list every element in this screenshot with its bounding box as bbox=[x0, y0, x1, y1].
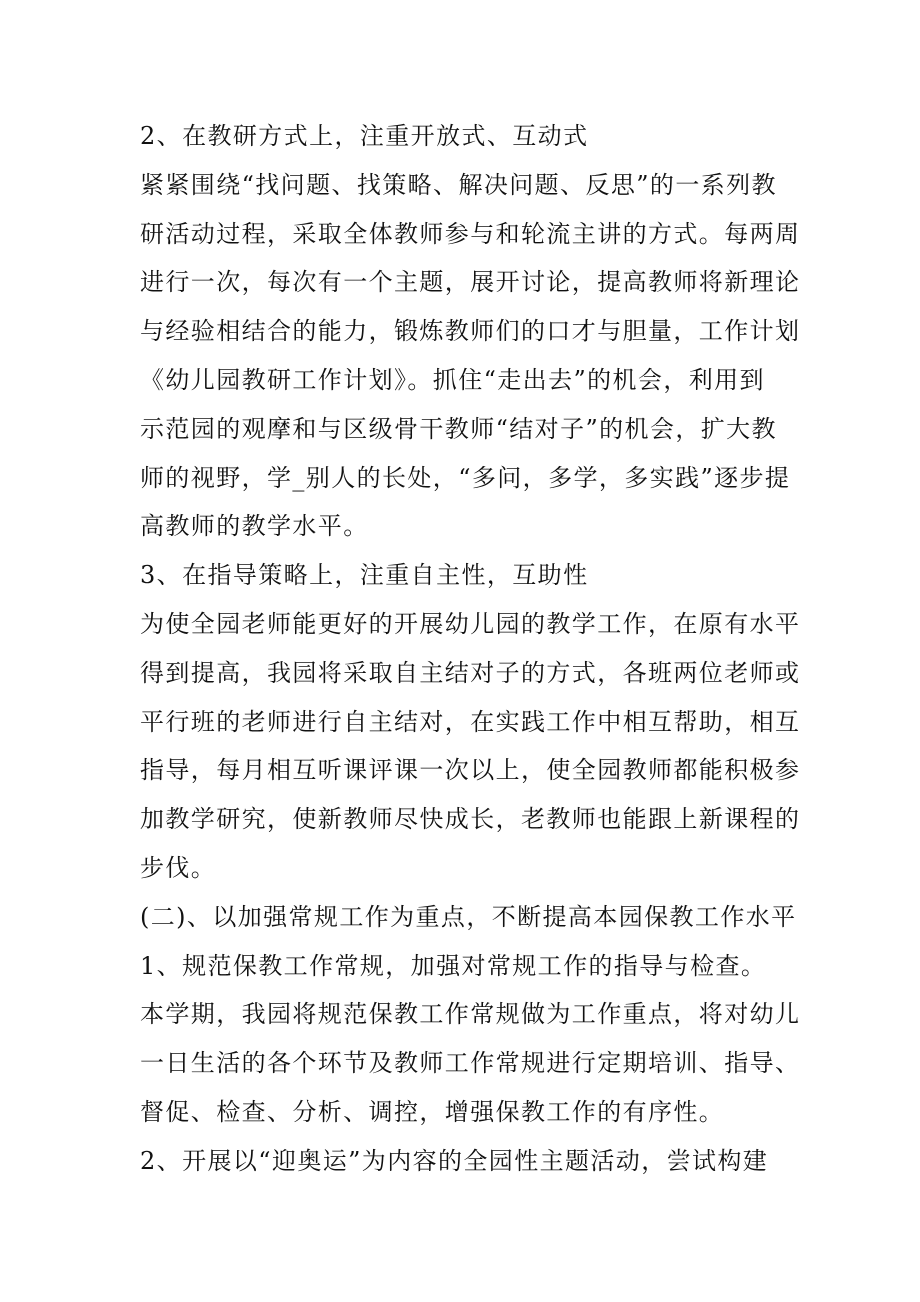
paragraph-line: 《幼儿园教研工作计划》。抓住“走出去”的机会，利用到 bbox=[140, 365, 765, 394]
paragraph-line: 为使全园老师能更好的开展幼儿园的教学工作，在原有水平 bbox=[140, 609, 801, 638]
paragraph-line: 师的视野，学_别人的长处，“多问，多学，多实践”逐步提 bbox=[140, 463, 791, 492]
document-body bbox=[140, 112, 800, 1186]
paragraph-line: 示范园的观摩和与区级骨干教师“结对子”的机会，扩大教 bbox=[140, 414, 777, 443]
heading-theme-activity: 2、开展以“迎奥运”为内容的全园性主题活动，尝试构建 bbox=[140, 1146, 769, 1175]
heading-standardize-routine: 1、规范保教工作常规，加强对常规工作的指导与检查。 bbox=[140, 951, 767, 980]
paragraph-line: 研活动过程，采取全体教师参与和轮流主讲的方式。每两周 bbox=[140, 219, 801, 248]
paragraph-line: 加教学研究，使新教师尽快成长，老教师也能跟上新课程的 bbox=[140, 805, 801, 834]
paragraph-line: 与经验相结合的能力，锻炼教师们的口才与胆量，工作计划 bbox=[140, 317, 801, 346]
section-heading-routine-work: (二)、以加强常规工作为重点，不断提高本园保教工作水平 bbox=[140, 902, 797, 931]
paragraph-line: 高教师的教学水平。 bbox=[140, 512, 369, 541]
paragraph-line: 一日生活的各个环节及教师工作常规进行定期培训、指导、 bbox=[140, 1049, 801, 1078]
paragraph-line: 指导，每月相互听课评课一次以上，使全园教师都能积极参 bbox=[140, 756, 801, 785]
paragraph-line: 本学期，我园将规范保教工作常规做为工作重点，将对幼儿 bbox=[140, 1000, 801, 1029]
paragraph-line: 步伐。 bbox=[140, 853, 217, 882]
heading-guidance-strategy: 3、在指导策略上，注重自主性，互助性 bbox=[140, 561, 589, 590]
paragraph-line: 得到提高，我园将采取自主结对子的方式，各班两位老师或 bbox=[140, 658, 801, 687]
paragraph-line: 督促、检查、分析、调控，增强保教工作的有序性。 bbox=[140, 1097, 725, 1126]
paragraph-line: 进行一次，每次有一个主题，展开讨论，提高教师将新理论 bbox=[140, 268, 801, 297]
paragraph-line: 紧紧围绕“找问题、找策略、解决问题、反思”的一系列教 bbox=[140, 170, 777, 199]
paragraph-line: 平行班的老师进行自主结对，在实践工作中相互帮助，相互 bbox=[140, 707, 801, 736]
heading-teaching-research-method: 2、在教研方式上，注重开放式、互动式 bbox=[140, 122, 589, 150]
